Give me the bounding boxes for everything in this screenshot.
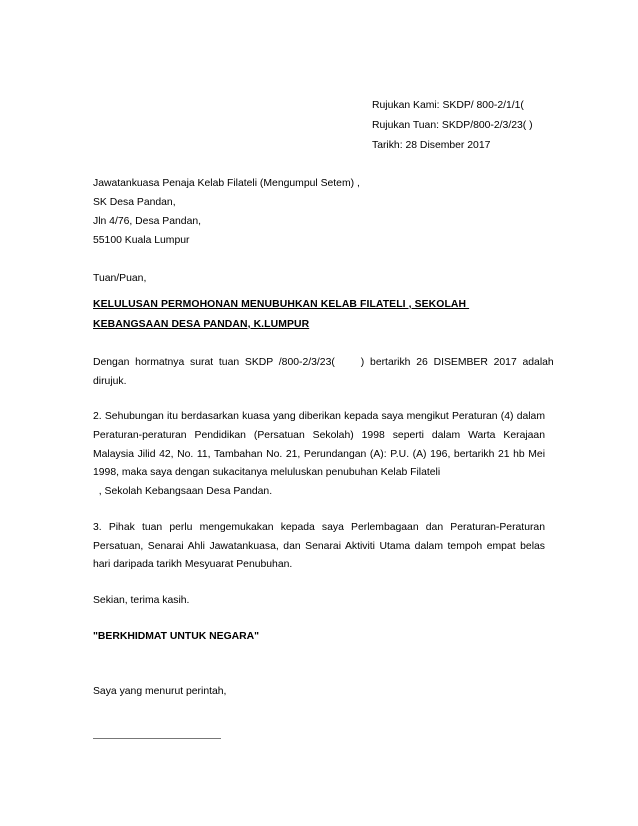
paragraph-2-line-4: 1998, maka saya dengan sukacitanya meluluskan penubuhan Kelab Filateli (93, 467, 441, 478)
paragraph-2-line-2: Peraturan-peraturan Pendidikan (Persatuan Sekolah) 1998 seperti dalam Warta Kerajaan (93, 430, 545, 441)
paragraph-1-line-2: dirujuk. (93, 376, 127, 387)
reference-yours: Rujukan Tuan: SKDP/800-2/3/23( ) (372, 120, 533, 131)
paragraph-3-line-2: Persatuan, Senarai Ahli Jawatankuasa, dan Senarai Aktiviti Utama dalam tempoh empat belas (93, 541, 545, 552)
signature-line (93, 738, 221, 739)
paragraph-2-line-1: 2. Sehubungan itu berdasarkan kuasa yang diberikan kepada saya mengikut Peraturan (4) dalam (93, 411, 545, 422)
paragraph-3-line-3: hari daripada tarikh Mesyuarat Penubuhan. (93, 559, 293, 570)
address-line-3: Jln 4/76, Desa Pandan, (93, 216, 202, 227)
paragraph-2-line-3: Malaysia Jilid 42, No. 11, Tambahan No. 21, Perundangan (A): P.U. (A) 196, bertarikh 21 hb Mei (93, 449, 545, 460)
letter-date: Tarikh: 28 Disember 2017 (372, 140, 491, 151)
sign-off: Saya yang menurut perintah, (93, 686, 227, 697)
address-line-2: SK Desa Pandan, (93, 197, 176, 208)
subject-line-2: KEBANGSAAN DESA PANDAN, K.LUMPUR (93, 319, 310, 330)
salutation: Tuan/Puan, (93, 273, 147, 284)
paragraph-3-line-1: 3. Pihak tuan perlu mengemukakan kepada saya Perlembagaan dan Peraturan-Peraturan (93, 522, 545, 533)
subject-line-1: KELULUSAN PERMOHONAN MENUBUHKAN KELAB FILATELI , SEKOLAH (93, 299, 470, 310)
motto: "BERKHIDMAT UNTUK NEGARA" (93, 631, 260, 642)
closing: Sekian, terima kasih. (93, 595, 190, 606)
address-line-1: Jawatankuasa Penaja Kelab Filateli (Mengumpul Setem) , (93, 178, 360, 189)
reference-ours: Rujukan Kami: SKDP/ 800-2/1/1( (372, 100, 524, 111)
paragraph-2-line-5: , Sekolah Kebangsaan Desa Pandan. (93, 486, 273, 497)
paragraph-1-line-1: Dengan hormatnya surat tuan SKDP /800-2/3/23( ) bertarikh 26 DISEMBER 2017 adalah (93, 357, 554, 368)
address-line-4: 55100 Kuala Lumpur (93, 235, 190, 246)
